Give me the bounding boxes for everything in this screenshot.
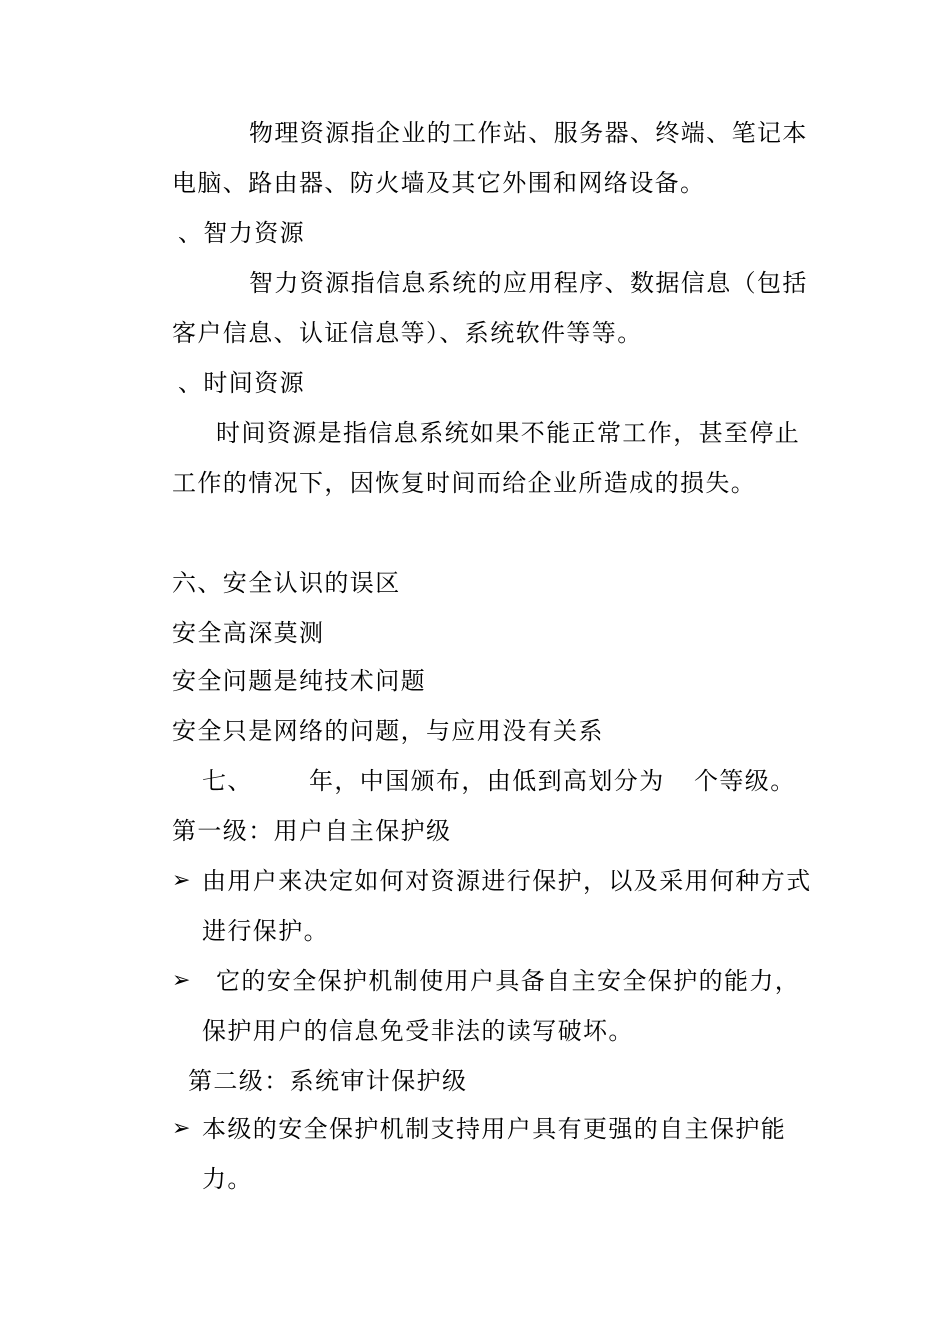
level-two-bullet-1-line1: 本级的安全保护机制支持用户具有更强的自主保护能: [202, 1115, 787, 1143]
misconception-item: 安全高深莫测: [172, 619, 325, 647]
intellectual-resource-heading: 、智力资源: [178, 219, 305, 247]
arrow-bullet-icon: ➢: [172, 968, 191, 993]
time-resource-heading: 、时间资源: [178, 369, 305, 397]
time-resource-paragraph-line1: 时间资源是指信息系统如果不能正常工作，甚至停止: [216, 419, 801, 447]
intellectual-resource-paragraph-line1: 智力资源指信息系统的应用程序、数据信息（包括: [249, 269, 808, 297]
section-seven-heading-prefix: 七、: [202, 767, 253, 795]
level-two-title: 第二级：系统审计保护级: [188, 1067, 468, 1095]
time-resource-paragraph-line2: 工作的情况下，因恢复时间而给企业所造成的损失。: [172, 469, 757, 497]
misconception-item: 安全问题是纯技术问题: [172, 667, 426, 695]
arrow-bullet-icon: ➢: [172, 868, 191, 893]
level-two-bullet-1-line2: 力。: [202, 1165, 253, 1193]
physical-resource-paragraph-line1: 物理资源指企业的工作站、服务器、终端、笔记本: [249, 119, 808, 147]
section-seven-heading-suffix: 个等级。: [694, 767, 796, 795]
section-six-heading: 六、安全认识的误区: [172, 569, 401, 597]
level-one-bullet-1-line1: 由用户来决定如何对资源进行保护，以及采用何种方式: [202, 867, 812, 895]
arrow-bullet-icon: ➢: [172, 1116, 191, 1141]
misconception-item: 安全只是网络的问题，与应用没有关系: [172, 717, 604, 745]
level-one-title: 第一级：用户自主保护级: [172, 817, 452, 845]
section-seven-heading-middle: 年，中国颁布，由低到高划分为: [309, 767, 665, 795]
intellectual-resource-paragraph-line2: 客户信息、认证信息等）、系统软件等等。: [172, 319, 643, 347]
level-one-bullet-2-line2: 保护用户的信息免受非法的读写破坏。: [202, 1017, 634, 1045]
physical-resource-paragraph-line2: 电脑、路由器、防火墙及其它外围和网络设备。: [172, 169, 706, 197]
level-one-bullet-2-line1: 它的安全保护机制使用户具备自主安全保护的能力，: [216, 967, 801, 995]
level-one-bullet-1-line2: 进行保护。: [202, 917, 329, 945]
